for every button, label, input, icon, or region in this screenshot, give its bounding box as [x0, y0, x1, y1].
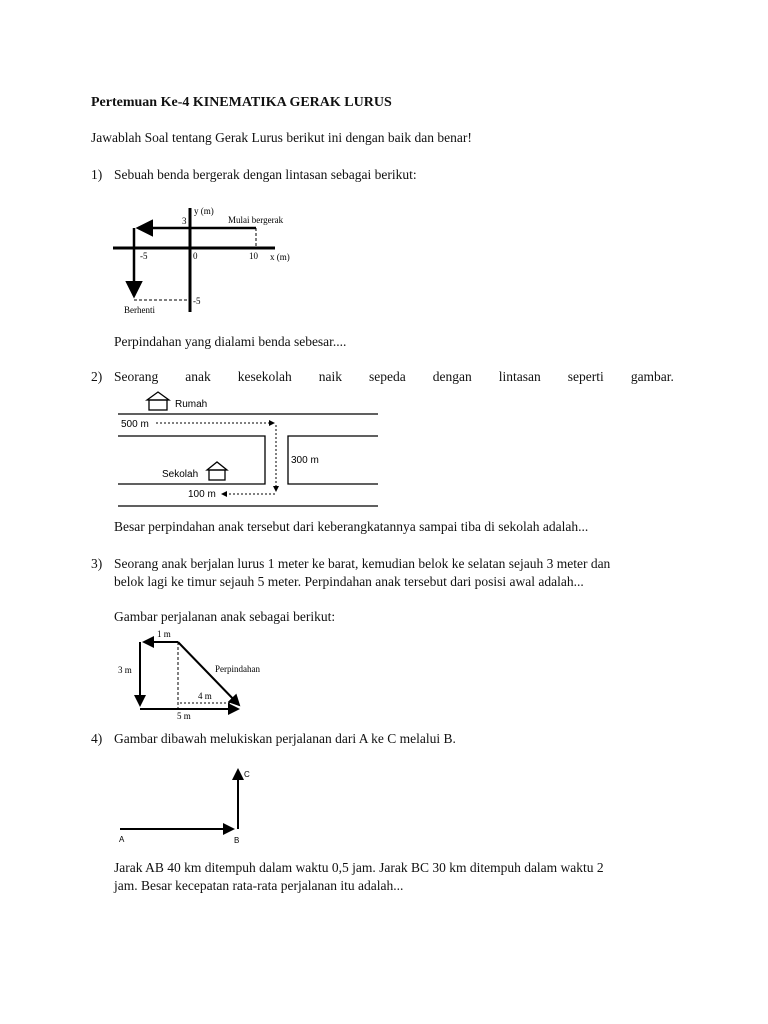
q4-line2: jam. Besar kecepatan rata-rata perjalanan itu adalah... [114, 878, 404, 893]
tick-neg5-y: -5 [193, 296, 201, 306]
point-a: A [119, 835, 125, 844]
dist-300: 300 m [291, 455, 319, 466]
q3-number: 3) [91, 556, 103, 571]
q2-number: 2) [91, 369, 103, 384]
q3-line1: Seorang anak berjalan lurus 1 meter ke barat, kemudian belok ke selatan sejauh 3 meter dan [114, 556, 611, 571]
label-4m: 4 m [198, 691, 212, 701]
q2-word: sepeda [369, 369, 406, 384]
q1-text: Sebuah benda bergerak dengan lintasan sebagai berikut: [114, 167, 417, 182]
page-title: Pertemuan Ke-4 KINEMATIKA GERAK LURUS [91, 95, 392, 110]
school-icon [207, 462, 227, 480]
tick-3: 3 [182, 216, 187, 226]
q1-trajectory-diagram [110, 200, 310, 320]
tick-neg5-x: -5 [140, 251, 148, 261]
sekolah-label: Sekolah [162, 469, 199, 480]
start-label: Mulai bergerak [228, 215, 284, 225]
y-axis-label: y (m) [194, 206, 214, 216]
q3-caption: Gambar perjalanan anak sebagai berikut: [114, 609, 336, 624]
q3-walk-diagram [112, 626, 282, 722]
tick-10: 10 [249, 251, 258, 261]
house-icon [147, 392, 169, 410]
q3-line2: belok lagi ke timur sejauh 5 meter. Perpindahan anak tersebut dari posisi awal adalah... [114, 574, 584, 589]
q2-word: Seorang [114, 369, 159, 384]
q2-route-diagram [118, 388, 383, 513]
dist-100: 100 m [188, 489, 216, 500]
rumah-label: Rumah [175, 399, 208, 410]
q1-number: 1) [91, 167, 103, 182]
label-1m: 1 m [157, 629, 171, 639]
point-b: B [234, 836, 240, 845]
q2-word: dengan [432, 369, 472, 384]
q2-text [114, 368, 674, 386]
label-perpindahan: Perpindahan [215, 664, 260, 674]
q2-word: lintasan [498, 369, 541, 384]
point-c: C [244, 770, 250, 779]
q1-question: Perpindahan yang dialami benda sebesar.... [114, 334, 347, 349]
q4-abc-diagram [112, 760, 272, 850]
label-3m: 3 m [118, 665, 132, 675]
q4-text: Gambar dibawah melukiskan perjalanan dari A ke C melalui B. [114, 731, 456, 746]
q2-question: Besar perpindahan anak tersebut dari keberangkatannya sampai tiba di sekolah adalah... [114, 519, 589, 534]
q4-number: 4) [91, 731, 103, 746]
q4-line1: Jarak AB 40 km ditempuh dalam waktu 0,5 jam. Jarak BC 30 km ditempuh dalam waktu 2 [114, 860, 604, 875]
q2-word: seperti [567, 369, 604, 384]
stop-label: Berhenti [124, 305, 155, 315]
label-5m: 5 m [177, 711, 191, 721]
instruction-text: Jawablah Soal tentang Gerak Lurus berikut ini dengan baik dan benar! [91, 130, 472, 145]
q2-word: kesekolah [237, 369, 292, 384]
tick-0: 0 [193, 251, 198, 261]
q2-word: gambar. [630, 369, 674, 384]
q2-word: naik [318, 369, 343, 384]
dist-500: 500 m [121, 419, 149, 430]
x-axis-label: x (m) [270, 252, 290, 262]
q2-word: anak [185, 369, 211, 384]
